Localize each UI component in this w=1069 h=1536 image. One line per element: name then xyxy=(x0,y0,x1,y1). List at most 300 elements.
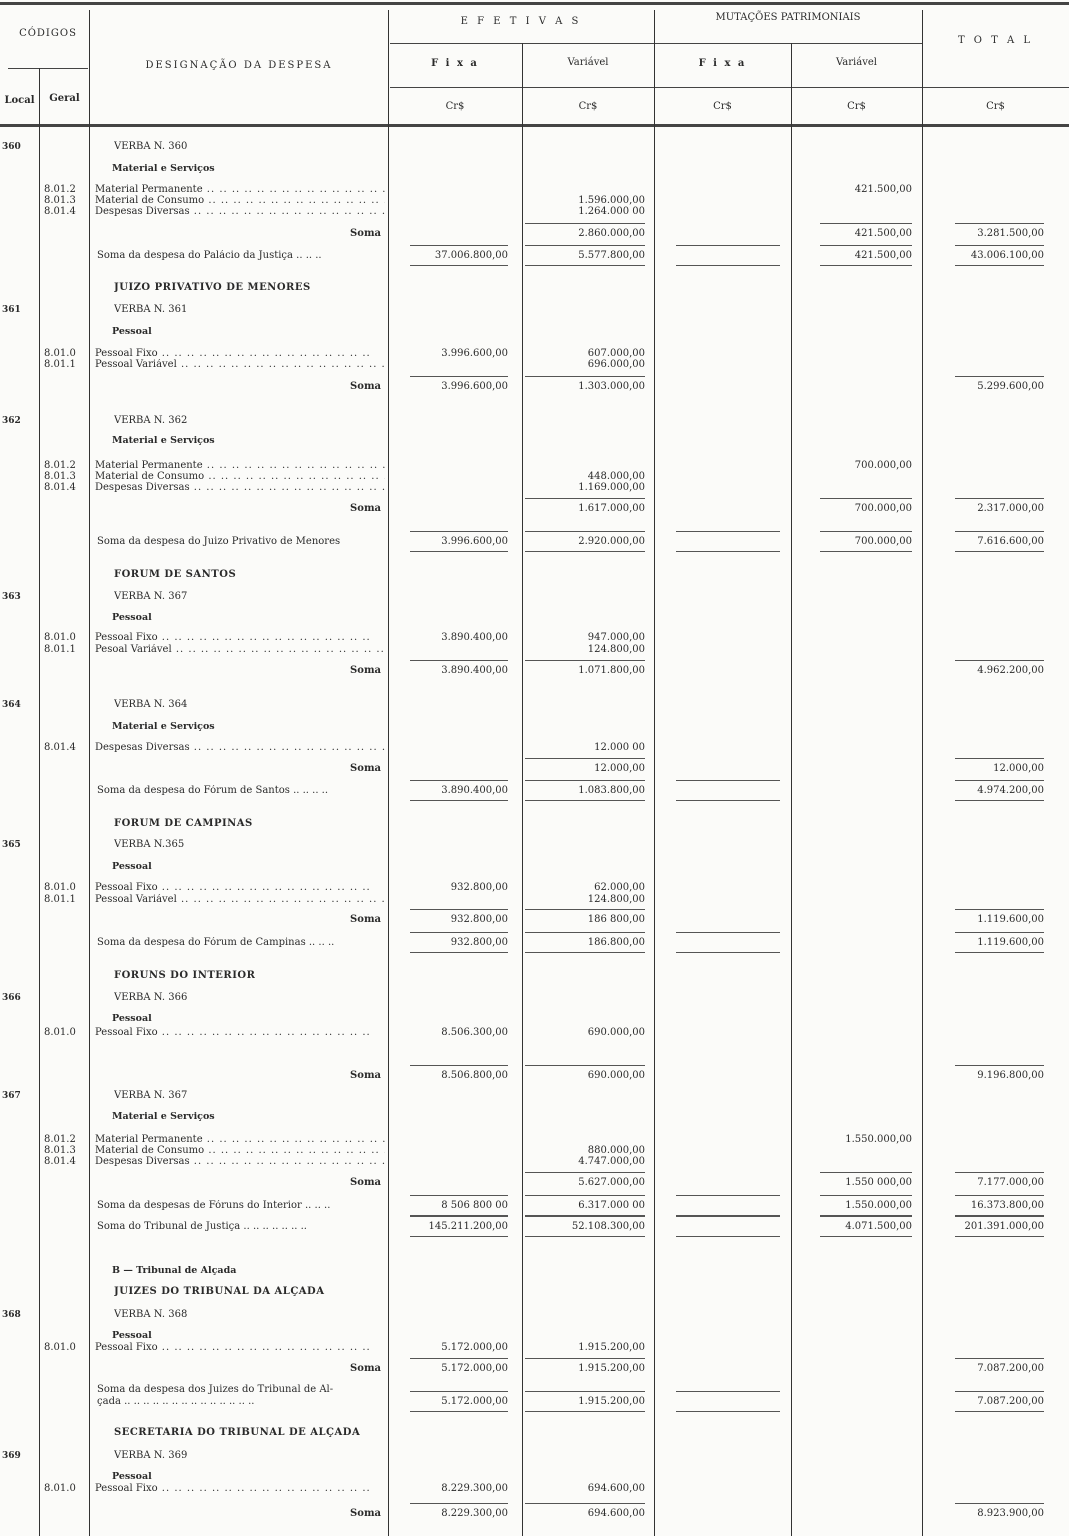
table-row xyxy=(0,894,1069,906)
efetivas-fixa-value: 8.229.300,00 xyxy=(441,1508,508,1519)
sum-rule xyxy=(525,758,645,759)
expense-designation: Material Permanente .. .. xyxy=(95,184,385,196)
table-row xyxy=(0,163,1069,175)
efetivas-fixa-value: 3.996.600,00 xyxy=(441,348,508,359)
geral-code: 8.01.0 xyxy=(44,882,76,893)
sum-rule xyxy=(410,1216,508,1217)
total-value: 3.281.500,00 xyxy=(977,228,1044,239)
efetivas-variavel-value: 947.000,00 xyxy=(587,632,645,643)
expense-designation: Material Permanente .. .. xyxy=(95,460,385,472)
table-row xyxy=(0,569,1069,581)
sum-rule xyxy=(676,1216,780,1217)
sum-rule xyxy=(955,1065,1044,1066)
efetivas-variavel-value: 1.303.000,00 xyxy=(578,381,645,392)
table-row xyxy=(0,1156,1069,1168)
geral-code: 8.01.3 xyxy=(44,471,76,482)
expense-designation: VERBA N. 368 xyxy=(114,1309,188,1320)
table-row xyxy=(0,644,1069,656)
sum-rule xyxy=(676,1391,780,1392)
sum-rule xyxy=(955,1391,1044,1392)
expense-designation: VERBA N. 362 xyxy=(114,415,188,426)
efetivas-fixa-value: 932.800,00 xyxy=(450,937,508,948)
geral-code: 8.01.0 xyxy=(44,1342,76,1353)
sum-rule xyxy=(410,1391,508,1392)
expense-designation: Soma da despesa do Juizo Privativo de Menores xyxy=(97,536,341,547)
mutacoes-variavel-value: 700.000,00 xyxy=(854,536,912,547)
table-row xyxy=(0,970,1069,982)
sum-row xyxy=(0,1363,1069,1375)
table-row xyxy=(0,206,1069,218)
mutacoes-variavel-value: 4.071.500,00 xyxy=(845,1221,912,1232)
expense-designation: JUIZES DO TRIBUNAL DA ALÇADA xyxy=(114,1286,325,1297)
efetivas-variavel-value: 1.071.800,00 xyxy=(578,665,645,676)
sum-row xyxy=(0,381,1069,393)
efetivas-fixa-value: 145.211.200,00 xyxy=(428,1221,508,1232)
mutacoes-variavel-value: 421.500,00 xyxy=(854,250,912,261)
table-row xyxy=(0,141,1069,153)
sum-rule xyxy=(676,1195,780,1196)
header-local: Local xyxy=(4,95,35,106)
sum-rule xyxy=(820,1195,912,1196)
expense-designation: Soma xyxy=(350,914,381,925)
header-efetivas-fixa: F i x a xyxy=(431,58,479,69)
sum-rule xyxy=(525,376,645,377)
table-row xyxy=(0,1013,1069,1025)
sum-row xyxy=(0,763,1069,775)
sum-rule xyxy=(955,531,1044,532)
sum-rule xyxy=(525,531,645,532)
currency-label: Cr$ xyxy=(986,101,1005,112)
sum-rule xyxy=(820,531,912,532)
expense-designation: Soma da despesa dos Juizes do Tribunal de Al- xyxy=(97,1384,334,1395)
sum-rule xyxy=(525,1216,645,1217)
sum-row xyxy=(0,250,1069,262)
header-rule xyxy=(0,124,1069,127)
efetivas-variavel-value: 694.600,00 xyxy=(587,1508,645,1519)
sum-rule xyxy=(525,265,645,266)
efetivas-fixa-value: 932.800,00 xyxy=(450,882,508,893)
sum-row xyxy=(0,1177,1069,1189)
expense-designation: Soma xyxy=(350,1177,381,1188)
efetivas-variavel-value: 1.264.000 00 xyxy=(578,206,645,217)
sum-rule xyxy=(525,1236,645,1237)
table-row xyxy=(0,282,1069,294)
expense-designation: Pessoal xyxy=(112,1471,152,1482)
sum-rule xyxy=(676,245,780,246)
local-code: 367 xyxy=(2,1091,21,1101)
efetivas-fixa-value: 37.006.800,00 xyxy=(434,250,508,261)
expense-designation: Soma xyxy=(350,1363,381,1374)
geral-code: 8.01.2 xyxy=(44,184,76,195)
efetivas-fixa-value: 8.506.300,00 xyxy=(441,1027,508,1038)
efetivas-fixa-value: 8.229.300,00 xyxy=(441,1483,508,1494)
expense-designation: Pessoal xyxy=(112,326,152,337)
sum-rule xyxy=(955,909,1044,910)
expense-designation: FÓRUNS DO INTERIOR xyxy=(114,970,256,981)
geral-code: 8.01.4 xyxy=(44,206,76,217)
table-row xyxy=(0,1427,1069,1439)
local-code: 364 xyxy=(2,700,21,710)
efetivas-variavel-value: 12.000 00 xyxy=(594,742,645,753)
sum-rule xyxy=(525,1503,645,1504)
sum-rule xyxy=(955,223,1044,224)
sum-rule xyxy=(410,1065,508,1066)
sum-rule xyxy=(525,245,645,246)
expense-designation: Pessoal xyxy=(112,1013,152,1024)
table-row xyxy=(0,1342,1069,1354)
total-value: 8.923.900,00 xyxy=(977,1508,1044,1519)
sum-row xyxy=(0,1396,1069,1408)
expense-designation: SECRETARIA DO TRIBUNAL DE ALÇADA xyxy=(114,1427,361,1438)
sum-rule xyxy=(955,1236,1044,1237)
sum-rule xyxy=(820,245,912,246)
efetivas-fixa-value: 5.172.000,00 xyxy=(441,1342,508,1353)
expense-designation: Pessoal Fixo .. .. xyxy=(95,1483,385,1495)
table-row xyxy=(0,992,1069,1004)
efetivas-variavel-value: 1.915.200,00 xyxy=(578,1342,645,1353)
expense-designation: Despesas Diversas .. .. xyxy=(95,206,385,218)
sum-row xyxy=(0,937,1069,949)
currency-label: Cr$ xyxy=(847,101,866,112)
mutacoes-variavel-value: 421.500,00 xyxy=(854,228,912,239)
header-mutacoes: MUTAÇÕES PATRIMONIAIS xyxy=(715,12,861,23)
currency-label: Cr$ xyxy=(445,101,465,112)
sum-rule xyxy=(955,376,1044,377)
top-rule xyxy=(0,2,1069,5)
total-value: 43.006.100,00 xyxy=(970,250,1044,261)
expense-designation: Material de Consumo .. .. xyxy=(95,471,385,483)
geral-code: 8.01.2 xyxy=(44,1134,76,1145)
efetivas-fixa-value: 932.800,00 xyxy=(450,914,508,925)
expense-designation: JUIZO PRIVATIVO DE MENORES xyxy=(114,282,311,293)
efetivas-variavel-value: 1.596.000,00 xyxy=(578,195,645,206)
sum-rule xyxy=(410,1503,508,1504)
sum-rule xyxy=(820,498,912,499)
total-value: 12.000,00 xyxy=(993,763,1044,774)
sum-rule xyxy=(676,1236,780,1237)
table-row xyxy=(0,435,1069,447)
total-value: 7.087.200,00 xyxy=(977,1363,1044,1374)
sum-rule xyxy=(525,1065,645,1066)
header-mutacoes-variavel: Variável xyxy=(836,57,877,68)
sum-rule xyxy=(955,551,1044,552)
expense-designation: Despesas Diversas .. .. xyxy=(95,742,385,754)
sum-rule xyxy=(955,780,1044,781)
sum-rule xyxy=(820,223,912,224)
expense-designation: Material Permanente .. .. xyxy=(95,1134,385,1146)
sum-rule xyxy=(955,800,1044,801)
expense-designation: Soma xyxy=(350,1070,381,1081)
expense-designation: FÓRUM DE SANTOS xyxy=(114,569,237,580)
expense-designation: Pessoal Fixo .. .. xyxy=(95,348,385,360)
table-row xyxy=(0,415,1069,427)
table-row xyxy=(0,632,1069,644)
geral-code: 8.01.1 xyxy=(44,644,76,655)
sum-rule xyxy=(525,800,645,801)
table-row xyxy=(0,742,1069,754)
sub-rule xyxy=(390,87,1069,88)
total-value: 5.299.600,00 xyxy=(977,381,1044,392)
sum-rule xyxy=(410,551,508,552)
table-row xyxy=(0,326,1069,338)
table-row xyxy=(0,1483,1069,1495)
efetivas-variavel-value: 1.915.200,00 xyxy=(578,1363,645,1374)
table-row xyxy=(0,699,1069,711)
table-row xyxy=(0,1265,1069,1277)
local-code: 369 xyxy=(2,1451,21,1461)
efetivas-fixa-value: 3.890.400,00 xyxy=(441,785,508,796)
sum-rule xyxy=(410,1411,508,1412)
sum-rule xyxy=(820,551,912,552)
geral-code: 8.01.0 xyxy=(44,1483,76,1494)
efetivas-variavel-value: 2.920.000,00 xyxy=(578,536,645,547)
efetivas-variavel-value: 880.000,00 xyxy=(587,1145,645,1156)
sum-rule xyxy=(525,1391,645,1392)
expense-designation: Soma xyxy=(350,228,381,239)
geral-code: 8.01.4 xyxy=(44,742,76,753)
expense-designation: Material de Consumo .. .. xyxy=(95,195,385,207)
sum-rule xyxy=(525,1411,645,1412)
table-row xyxy=(0,1286,1069,1298)
expense-designation: Pessoal Fixo .. .. xyxy=(95,882,385,894)
sum-row xyxy=(0,1200,1069,1212)
sum-rule xyxy=(955,1172,1044,1173)
sum-rule xyxy=(676,932,780,933)
table-row xyxy=(0,1309,1069,1321)
sum-rule xyxy=(820,1236,912,1237)
table-row xyxy=(0,882,1069,894)
efetivas-variavel-value: 690.000,00 xyxy=(587,1027,645,1038)
efetivas-variavel-value: 12.000,00 xyxy=(594,763,645,774)
table-row xyxy=(0,1111,1069,1123)
geral-code: 8.01.1 xyxy=(44,359,76,370)
sum-rule xyxy=(525,780,645,781)
expense-designation: Soma xyxy=(350,1508,381,1519)
sum-rule xyxy=(410,1358,508,1359)
efetivas-variavel-value: 1.083.800,00 xyxy=(578,785,645,796)
expense-designation: Soma xyxy=(350,503,381,514)
expense-designation: Material de Consumo .. .. xyxy=(95,1145,385,1157)
header-codigos: CÓDIGOS xyxy=(19,28,77,39)
mutacoes-variavel-value: 1.550 000,00 xyxy=(845,1177,912,1188)
sum-rule xyxy=(410,376,508,377)
sum-rule xyxy=(955,265,1044,266)
efetivas-fixa-value: 3.890.400,00 xyxy=(441,632,508,643)
sum-rule xyxy=(955,1195,1044,1196)
table-row xyxy=(0,839,1069,851)
expense-designation: VERBA N. 367 xyxy=(114,591,188,602)
efetivas-variavel-value: 2.860.000,00 xyxy=(578,228,645,239)
sum-row xyxy=(0,1384,1069,1396)
sum-rule xyxy=(676,952,780,953)
total-value: 1.119.600,00 xyxy=(977,937,1044,948)
header-mutacoes-fixa: F i x a xyxy=(698,58,747,69)
sum-rule xyxy=(955,758,1044,759)
expense-designation: Soma da despesas de Fóruns do Interior .. .. .. xyxy=(97,1200,331,1211)
sum-rule xyxy=(955,1216,1044,1217)
expense-designation: Soma xyxy=(350,381,381,392)
sum-rule xyxy=(410,660,508,661)
sum-row xyxy=(0,1070,1069,1082)
expense-designation: Despesas Diversas .. .. xyxy=(95,1156,385,1168)
total-value: 7.616.600,00 xyxy=(977,536,1044,547)
header-total: T O T A L xyxy=(957,35,1034,46)
sum-rule xyxy=(410,909,508,910)
efetivas-variavel-value: 1.915.200,00 xyxy=(578,1396,645,1407)
table-row xyxy=(0,359,1069,371)
expense-designation: Pessoal Variável .. .. xyxy=(95,894,385,906)
efetivas-variavel-value: 186.800,00 xyxy=(587,937,645,948)
sum-rule xyxy=(820,1216,912,1217)
table-row xyxy=(0,1027,1069,1039)
sum-row xyxy=(0,914,1069,926)
efetivas-variavel-value: 448.000,00 xyxy=(587,471,645,482)
total-value: 7.177.000,00 xyxy=(977,1177,1044,1188)
sum-rule xyxy=(955,1358,1044,1359)
sum-rule xyxy=(410,800,508,801)
table-row xyxy=(0,1471,1069,1483)
expense-designation: VERBA N. 360 xyxy=(114,141,188,152)
expense-designation: FÓRUM DE CAMPINAS xyxy=(114,818,253,829)
sum-rule xyxy=(525,909,645,910)
local-code: 361 xyxy=(2,305,21,315)
expense-designation: VERBA N. 367 xyxy=(114,1090,188,1101)
geral-code: 8.01.4 xyxy=(44,482,76,493)
sum-row xyxy=(0,665,1069,677)
total-value: 16.373.800,00 xyxy=(970,1200,1044,1211)
sum-rule xyxy=(525,1195,645,1196)
local-code: 360 xyxy=(2,142,21,152)
efetivas-variavel-value: 186 800,00 xyxy=(587,914,645,925)
efetivas-variavel-value: 5.577.800,00 xyxy=(578,250,645,261)
sum-rule xyxy=(525,932,645,933)
local-code: 366 xyxy=(2,993,21,1003)
sum-rule xyxy=(820,265,912,266)
expense-designation: Pessoal Fixo .. .. xyxy=(95,1027,385,1039)
geral-code: 8.01.3 xyxy=(44,195,76,206)
total-value: 1.119.600,00 xyxy=(977,914,1044,925)
sum-rule xyxy=(955,498,1044,499)
expense-designation: Soma xyxy=(350,763,381,774)
expense-designation: Pesoal Variável .. .. xyxy=(95,644,385,656)
efetivas-variavel-value: 4.747.000,00 xyxy=(578,1156,645,1167)
efetivas-variavel-value: 6.317.000 00 xyxy=(578,1200,645,1211)
local-code: 368 xyxy=(2,1310,21,1320)
table-row xyxy=(0,591,1069,603)
expense-designation: Soma da despesa do Fórum de Campinas .. .. .. xyxy=(97,937,335,948)
local-code: 363 xyxy=(2,592,21,602)
efetivas-fixa-value: 3.890.400,00 xyxy=(441,665,508,676)
table-row xyxy=(0,1330,1069,1342)
efetivas-variavel-value: 690.000,00 xyxy=(587,1070,645,1081)
expense-designation: Material e Serviços xyxy=(112,721,215,732)
sum-rule xyxy=(955,660,1044,661)
expense-designation: Material e Serviços xyxy=(112,1111,215,1122)
codigos-rule xyxy=(8,68,88,69)
sum-rule xyxy=(525,498,645,499)
sum-rule xyxy=(410,932,508,933)
table-row xyxy=(0,861,1069,873)
expense-designation: Pessoal xyxy=(112,612,152,623)
efetivas-variavel-value: 62.000,00 xyxy=(594,882,645,893)
currency-label: Cr$ xyxy=(578,101,598,112)
expense-designation: Soma da despesa do Fórum de Santos .. .. .. .. xyxy=(97,785,329,796)
expense-designation: Material e Serviços xyxy=(112,163,215,174)
efetivas-fixa-value: 5.172.000,00 xyxy=(441,1363,508,1374)
sum-rule xyxy=(410,245,508,246)
mutacoes-variavel-value: 700.000,00 xyxy=(854,460,912,471)
sum-row xyxy=(0,1508,1069,1520)
geral-code: 8.01.1 xyxy=(44,894,76,905)
sum-rule xyxy=(676,551,780,552)
table-row xyxy=(0,1090,1069,1102)
expense-designation: çada .. .. .. .. .. .. .. .. .. .. .. .. .. .. xyxy=(97,1396,255,1407)
efetivas-variavel-value: 124.800,00 xyxy=(587,894,645,905)
efetivas-variavel-value: 1.169.000,00 xyxy=(578,482,645,493)
sum-rule xyxy=(410,1195,508,1196)
sum-rule xyxy=(525,223,645,224)
sum-row xyxy=(0,785,1069,797)
expense-designation: Material e Serviços xyxy=(112,435,215,446)
sum-rule xyxy=(676,780,780,781)
mutacoes-variavel-value: 421.500,00 xyxy=(854,184,912,195)
efetivas-variavel-value: 607.000,00 xyxy=(587,348,645,359)
expense-designation: Pessoal Fixo .. .. xyxy=(95,632,385,644)
sum-rule xyxy=(676,265,780,266)
expense-designation: VERBA N. 366 xyxy=(114,992,188,1003)
geral-code: 8.01.0 xyxy=(44,348,76,359)
expense-designation: VERBA N. 361 xyxy=(114,304,188,315)
efetivas-variavel-value: 5.627.000,00 xyxy=(578,1177,645,1188)
geral-code: 8.01.4 xyxy=(44,1156,76,1167)
sum-rule xyxy=(676,531,780,532)
sum-rule xyxy=(410,952,508,953)
expense-designation: VERBA N. 364 xyxy=(114,699,188,710)
efetivas-fixa-value: 8 506 800 00 xyxy=(441,1200,508,1211)
table-row xyxy=(0,1450,1069,1462)
sum-rule xyxy=(525,660,645,661)
sum-rule xyxy=(955,1503,1044,1504)
sum-rule xyxy=(525,1358,645,1359)
geral-code: 8.01.0 xyxy=(44,1027,76,1038)
table-row xyxy=(0,304,1069,316)
header-efetivas-variavel: Variável xyxy=(567,57,609,68)
sum-rule xyxy=(955,952,1044,953)
local-code: 362 xyxy=(2,416,21,426)
sum-row xyxy=(0,1221,1069,1233)
efetivas-variavel-value: 696.000,00 xyxy=(587,359,645,370)
header-geral: Geral xyxy=(49,93,80,104)
efetivas-variavel-value: 52.108.300,00 xyxy=(571,1221,645,1232)
geral-code: 8.01.3 xyxy=(44,1145,76,1156)
sum-rule xyxy=(955,245,1044,246)
sum-rule xyxy=(410,265,508,266)
total-value: 9.196.800,00 xyxy=(977,1070,1044,1081)
table-row xyxy=(0,482,1069,494)
efetivas-variavel-value: 694.600,00 xyxy=(587,1483,645,1494)
expense-designation: B — Tribunal de Alçada xyxy=(112,1265,237,1276)
sum-row xyxy=(0,503,1069,515)
sum-rule xyxy=(820,1172,912,1173)
expense-designation: Pessoal xyxy=(112,1330,152,1341)
sum-rule xyxy=(525,952,645,953)
sum-rule xyxy=(525,1172,645,1173)
efetivas-fixa-value: 5.172.000,00 xyxy=(441,1396,508,1407)
total-value: 4.962.200,00 xyxy=(977,665,1044,676)
sum-rule xyxy=(410,531,508,532)
sum-rule xyxy=(525,551,645,552)
geral-code: 8.01.0 xyxy=(44,632,76,643)
